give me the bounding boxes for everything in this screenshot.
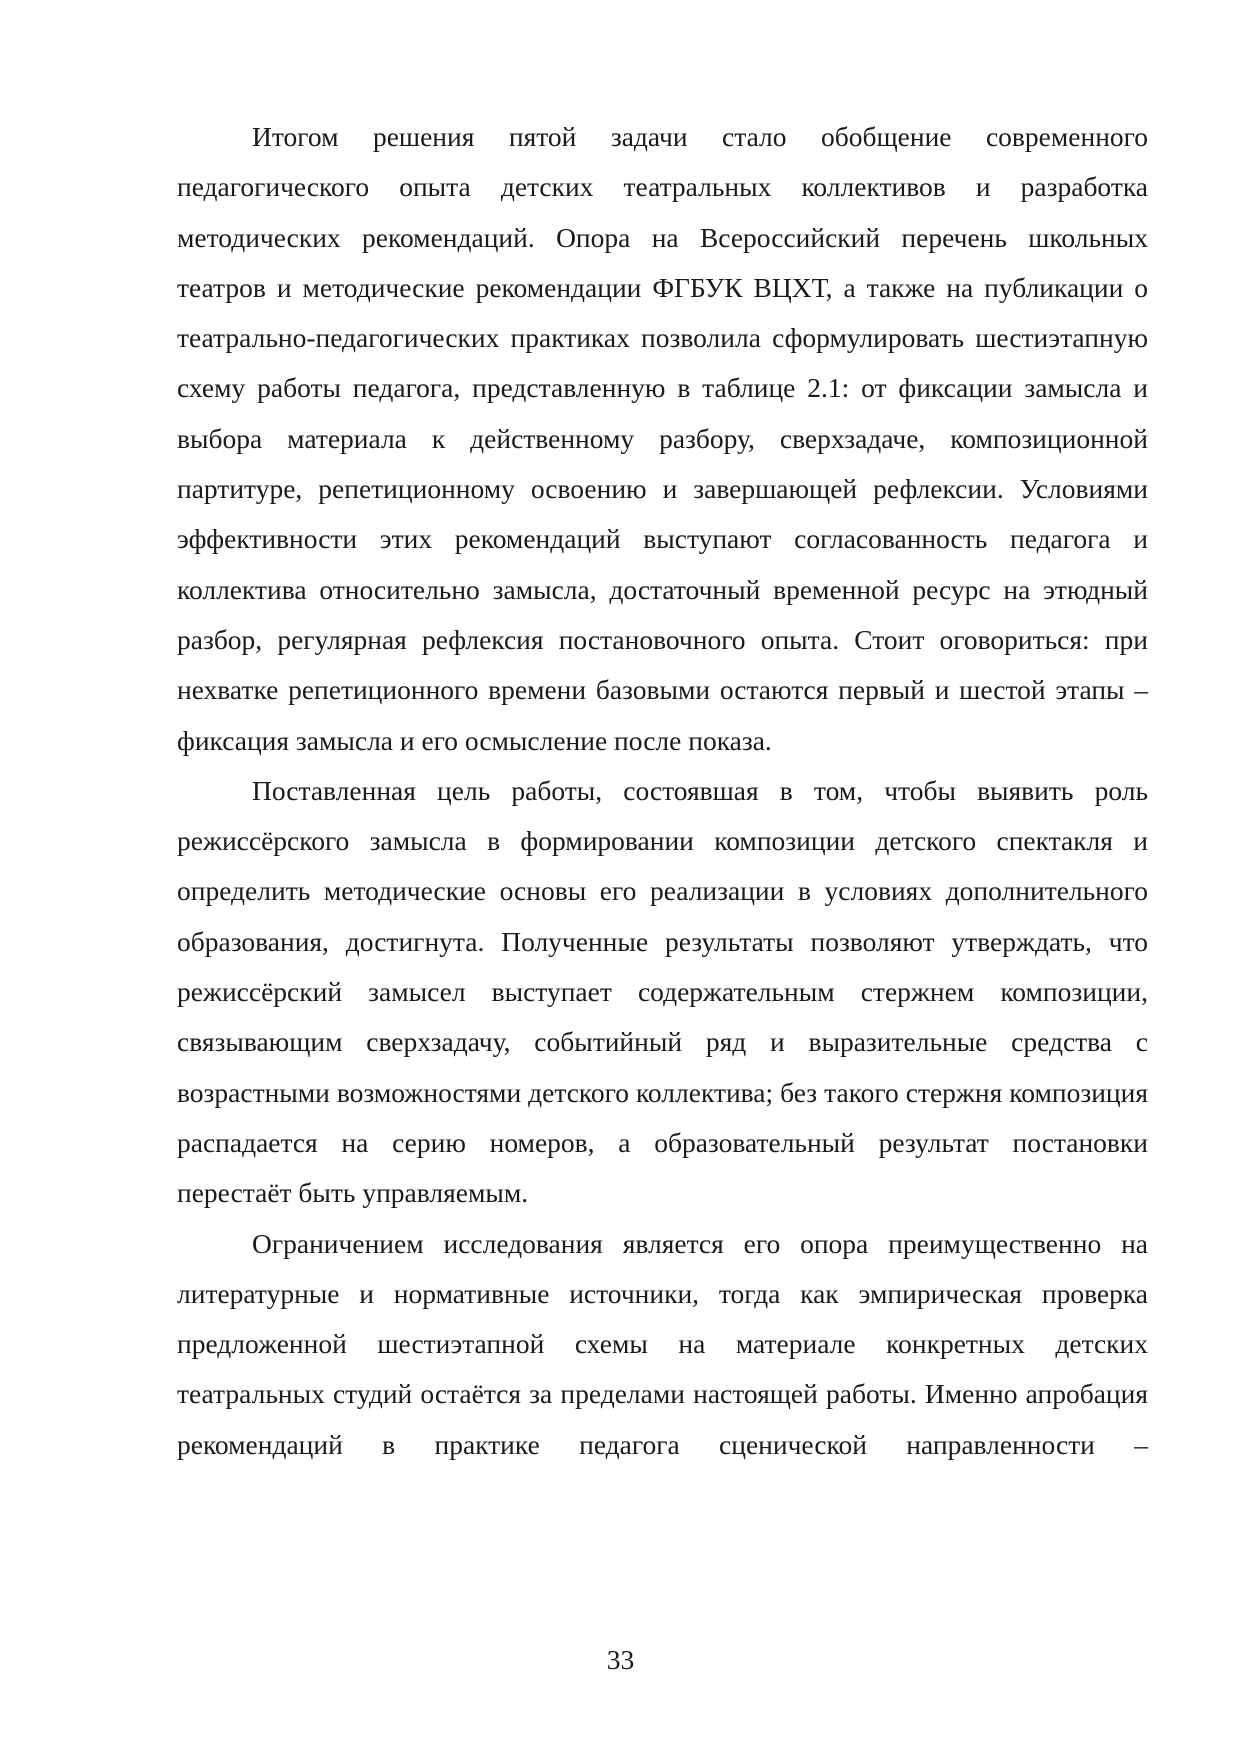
body-text [177,112,1148,1470]
paragraph-3: Ограничением исследования является его опора преимущественно на литературные и нормативные источники, тогда как эмпирическая проверка предложенной шестиэтапной схемы на материале конкретных детских театральных студий остаётся за пределами настоящей работы. Именно апробация рекомендаций в практике педагога сценической направленности – [177,1227,1148,1460]
paragraph-1: Итогом решения пятой задачи стало обобщение современного педагогического опыта детских театральных коллективов и разработка методических рекомендаций. Опора на Всероссийский перечень школьных театров и методические рекомендации ФГБУК ВЦХТ, а также на публикации о театрально-педагогических практиках позволила сформулировать шестиэтапную схему работы педагога, представленную в таблице 2.1: от фиксации замысла и выбора материала к действенному разбору, сверхзадаче, композиционной партитуре, репетиционному освоению и завершающей рефлексии. Условиями эффективности этих рекомендаций выступают согласованность педагога и коллектива относительно замысла, достаточный временной ресурс на этюдный разбор, регулярная рефлексия постановочного опыта. Стоит оговориться: при нехватке репетиционного времени базовыми остаются первый и шестой этапы – фиксация замысла и его осмысление после показа. [177,121,1148,756]
page-number: 33 [606,1644,635,1675]
paragraph-2: Поставленная цель работы, состоявшая в том, чтобы выявить роль режиссёрского замысла в формировании композиции детского спектакля и определить методические основы его реализации в условиях дополнительного образования, достигнута. Полученные результаты позволяют утверждать, что режиссёрский замысел выступает содержательным стержнем композиции, связывающим сверхзадачу, событийный ряд и выразительные средства с возрастными возможностями детского коллектива; без такого стержня композиция распадается на серию номеров, а образовательный результат постановки перестаёт быть управляемым. [177,774,1148,1209]
